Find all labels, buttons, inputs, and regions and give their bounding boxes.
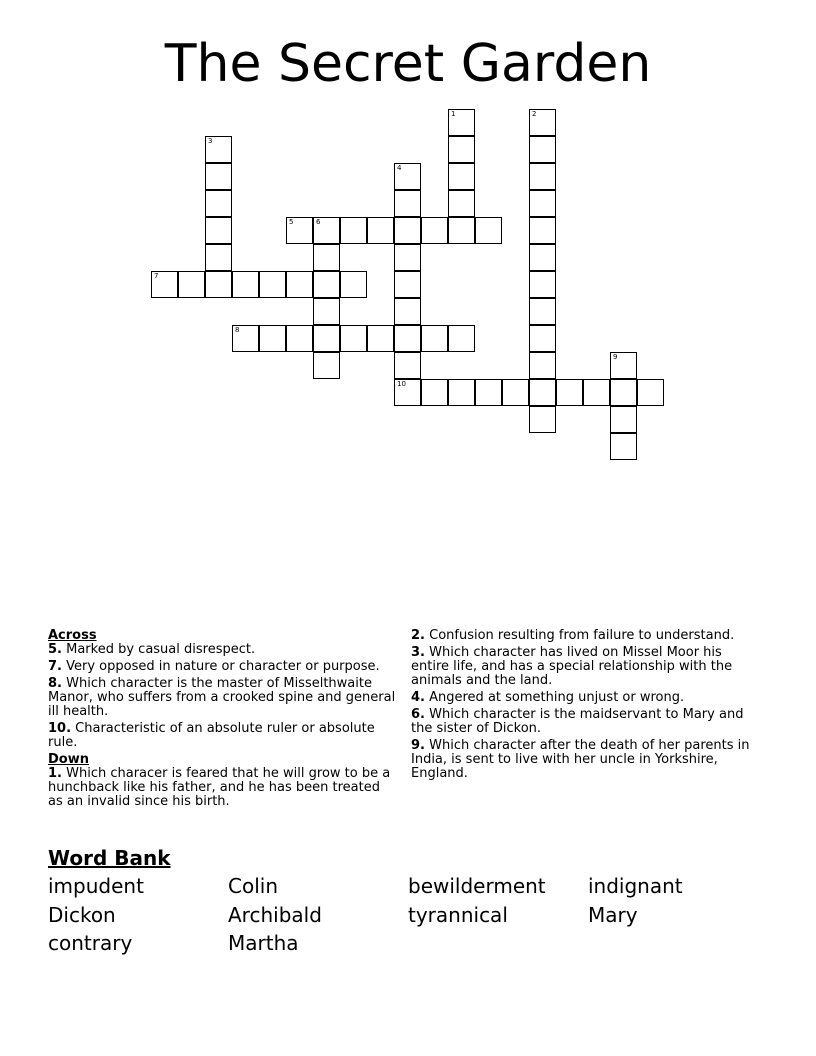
grid-cell[interactable] [610, 433, 637, 460]
clue-num: 8. [48, 676, 62, 691]
grid-cell[interactable] [340, 217, 367, 244]
grid-cell[interactable] [394, 352, 421, 379]
clue [48, 660, 398, 674]
word-bank-word: tyrannical [408, 903, 508, 927]
grid-cell[interactable] [286, 325, 313, 352]
grid-cell[interactable] [610, 379, 637, 406]
grid-cell[interactable] [205, 244, 232, 271]
grid-cell[interactable] [502, 379, 529, 406]
clue-text: Which character after the death of her parents in India, is sent to live with her uncle in Yorkshire, England. [411, 738, 750, 781]
word-bank-word: Martha [228, 931, 299, 955]
grid-cell[interactable] [394, 298, 421, 325]
clue [411, 629, 761, 643]
word-bank-word: indignant [588, 874, 683, 898]
grid-cell[interactable] [529, 325, 556, 352]
word-bank-word: bewilderment [408, 874, 546, 898]
grid-cell[interactable] [529, 271, 556, 298]
clue-num: 10. [48, 721, 72, 736]
down-clue-list-left [48, 767, 398, 809]
clue-text: Which character is the maidservant to Mary and the sister of Dickon. [411, 707, 744, 736]
clue-number: 1 [451, 110, 456, 118]
clue-text: Angered at something unjust or wrong. [424, 690, 685, 705]
grid-cell[interactable] [313, 352, 340, 379]
grid-cell[interactable] [475, 379, 502, 406]
clue-num: 2. [411, 628, 425, 643]
clue-text: Marked by casual disrespect. [61, 642, 256, 657]
grid-cell[interactable] [259, 271, 286, 298]
grid-cell[interactable] [394, 217, 421, 244]
grid-cell[interactable] [529, 352, 556, 379]
grid-cell[interactable] [367, 325, 394, 352]
grid-cell[interactable] [637, 379, 664, 406]
word-bank-word: contrary [48, 931, 133, 955]
word-bank-word: Archibald [228, 903, 322, 927]
clue-text: Which character is the master of Misselthwaite Manor, who suffers from a crooked spine and general ill health. [48, 676, 396, 719]
grid-cell[interactable] [421, 325, 448, 352]
clue-num: 7. [48, 659, 62, 674]
puzzle-title: The Secret Garden [164, 34, 652, 94]
grid-cell[interactable] [286, 271, 313, 298]
grid-cell[interactable] [556, 379, 583, 406]
clue-num: 3. [411, 645, 425, 660]
clue [48, 722, 398, 750]
grid-cell[interactable] [259, 325, 286, 352]
clue-num: 1. [48, 766, 62, 781]
grid-cell[interactable] [313, 217, 340, 244]
grid-cell[interactable] [448, 136, 475, 163]
clue-num: 9. [411, 738, 425, 753]
grid-cell[interactable] [529, 379, 556, 406]
clue-number: 10 [397, 380, 406, 388]
grid-cell[interactable] [394, 190, 421, 217]
grid-cell[interactable] [178, 271, 205, 298]
grid-cell[interactable] [475, 217, 502, 244]
grid-cell[interactable] [313, 298, 340, 325]
grid-cell[interactable] [529, 406, 556, 433]
clue [411, 646, 761, 688]
grid-cell[interactable] [394, 379, 421, 406]
word-bank-word: Colin [228, 874, 278, 898]
word-bank-word: impudent [48, 874, 144, 898]
grid-cell[interactable] [205, 271, 232, 298]
grid-cell[interactable] [151, 271, 178, 298]
clue-number: 3 [208, 137, 213, 145]
grid-cell[interactable] [583, 379, 610, 406]
clue-num: 6. [411, 707, 425, 722]
grid-cell[interactable] [313, 271, 340, 298]
across-clue-list [48, 643, 398, 750]
clue [411, 691, 761, 705]
clue-text: Confusion resulting from failure to understand. [424, 628, 735, 643]
grid-cell[interactable] [205, 136, 232, 163]
clue-text: Which character has lived on Missel Moor his entire life, and has a special relationship with the animals and the land. [411, 645, 733, 688]
grid-cell[interactable] [529, 244, 556, 271]
grid-cell[interactable] [340, 271, 367, 298]
clue-number: 2 [532, 110, 537, 118]
grid-cell[interactable] [205, 163, 232, 190]
grid-cell[interactable] [394, 163, 421, 190]
grid-cell[interactable] [448, 109, 475, 136]
clue-number: 7 [154, 272, 159, 280]
clue [411, 708, 761, 736]
down-clue-list-right [411, 629, 761, 781]
clue [48, 767, 398, 809]
grid-cell[interactable] [313, 244, 340, 271]
grid-cell[interactable] [313, 325, 340, 352]
grid-cell[interactable] [448, 190, 475, 217]
grid-cell[interactable] [205, 217, 232, 244]
grid-cell[interactable] [421, 379, 448, 406]
clue-number: 4 [397, 164, 402, 172]
grid-cell[interactable] [529, 136, 556, 163]
grid-cell[interactable] [394, 271, 421, 298]
grid-cell[interactable] [394, 325, 421, 352]
grid-cell[interactable] [529, 190, 556, 217]
clues-left-column [48, 629, 398, 812]
clue [411, 739, 761, 781]
crossword-grid [0, 0, 816, 500]
clue-number: 5 [289, 218, 294, 226]
grid-cell[interactable] [232, 325, 259, 352]
clue-text: Very opposed in nature or character or purpose. [61, 659, 380, 674]
clue-number: 8 [235, 326, 240, 334]
grid-cell[interactable] [529, 163, 556, 190]
grid-cell[interactable] [529, 109, 556, 136]
grid-cell[interactable] [286, 217, 313, 244]
clue-number: 9 [613, 353, 618, 361]
grid-cell[interactable] [610, 406, 637, 433]
word-bank-title: Word Bank [48, 846, 171, 870]
grid-cell[interactable] [529, 217, 556, 244]
grid-cell[interactable] [340, 325, 367, 352]
grid-cell[interactable] [367, 217, 394, 244]
grid-cell[interactable] [448, 163, 475, 190]
clue-num: 4. [411, 690, 425, 705]
across-heading: Across [48, 628, 97, 643]
down-heading: Down [48, 752, 89, 767]
clues-right-column [411, 629, 761, 784]
clue-text: Characteristic of an absolute ruler or absolute rule. [48, 721, 375, 750]
clue-text: Which characer is feared that he will grow to be a hunchback like his father, and he has been treated as an invalid since his birth. [48, 766, 391, 809]
grid-cell[interactable] [448, 217, 475, 244]
clue-number: 6 [316, 218, 321, 226]
grid-cell[interactable] [421, 217, 448, 244]
grid-cell[interactable] [205, 190, 232, 217]
grid-cell[interactable] [448, 325, 475, 352]
grid-cell[interactable] [448, 379, 475, 406]
clue-num: 5. [48, 642, 62, 657]
clue [48, 677, 398, 719]
grid-cell[interactable] [232, 271, 259, 298]
grid-cell[interactable] [394, 244, 421, 271]
word-bank-word: Mary [588, 903, 638, 927]
word-bank-word: Dickon [48, 903, 116, 927]
grid-cell[interactable] [529, 298, 556, 325]
clue [48, 643, 398, 657]
grid-cell[interactable] [610, 352, 637, 379]
